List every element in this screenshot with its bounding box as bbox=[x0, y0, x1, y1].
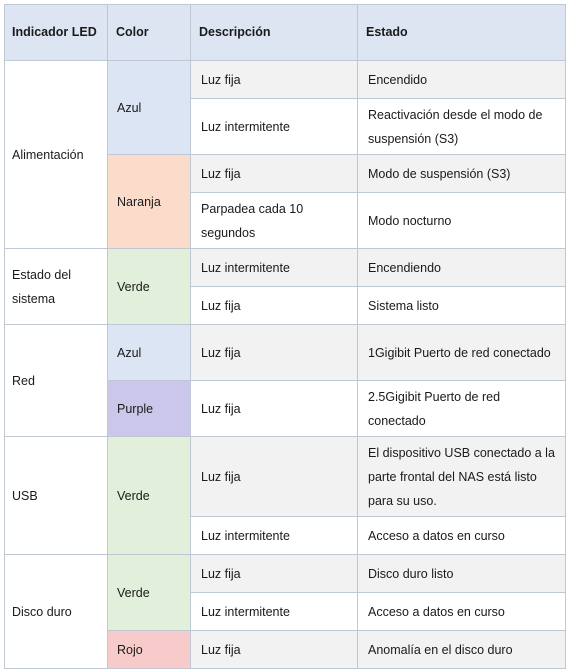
description-cell: Luz fija bbox=[191, 325, 358, 381]
status-cell: 2.5Gigibit Puerto de red conectado bbox=[358, 381, 566, 437]
table-row bbox=[5, 249, 566, 287]
indicator-cell-network: Red bbox=[5, 325, 108, 437]
status-cell: Modo de suspensión (S3) bbox=[358, 155, 566, 193]
color-cell: Purple bbox=[108, 381, 191, 437]
status-cell: El dispositivo USB conectado a la parte frontal del NAS está listo para su uso. bbox=[358, 437, 566, 517]
color-cell: Verde bbox=[108, 249, 191, 325]
description-cell: Luz intermitente bbox=[191, 593, 358, 631]
status-cell: Encendiendo bbox=[358, 249, 566, 287]
color-cell: Naranja bbox=[108, 155, 191, 249]
color-cell: Verde bbox=[108, 437, 191, 555]
description-cell: Luz intermitente bbox=[191, 517, 358, 555]
color-cell: Verde bbox=[108, 555, 191, 631]
table-row bbox=[5, 325, 566, 381]
description-cell: Luz fija bbox=[191, 155, 358, 193]
description-cell: Luz fija bbox=[191, 287, 358, 325]
status-cell: 1Gigibit Puerto de red conectado bbox=[358, 325, 566, 381]
indicator-cell-usb: USB bbox=[5, 437, 108, 555]
indicator-cell-power: Alimentación bbox=[5, 61, 108, 249]
table-row bbox=[5, 61, 566, 99]
description-cell: Luz intermitente bbox=[191, 249, 358, 287]
header-description: Descripción bbox=[191, 5, 358, 61]
status-cell: Reactivación desde el modo de suspensión (S3) bbox=[358, 99, 566, 155]
table-header-row bbox=[5, 5, 566, 61]
header-status: Estado bbox=[358, 5, 566, 61]
indicator-cell-system: Estado del sistema bbox=[5, 249, 108, 325]
status-cell: Anomalía en el disco duro bbox=[358, 631, 566, 669]
status-cell: Acceso a datos en curso bbox=[358, 593, 566, 631]
color-cell: Azul bbox=[108, 325, 191, 381]
header-indicator: Indicador LED bbox=[5, 5, 108, 61]
description-cell: Luz fija bbox=[191, 437, 358, 517]
status-cell: Modo nocturno bbox=[358, 193, 566, 249]
color-cell: Azul bbox=[108, 61, 191, 155]
status-cell: Acceso a datos en curso bbox=[358, 517, 566, 555]
table-row bbox=[5, 555, 566, 593]
color-cell: Rojo bbox=[108, 631, 191, 669]
status-cell: Sistema listo bbox=[358, 287, 566, 325]
header-color: Color bbox=[108, 5, 191, 61]
description-cell: Luz intermitente bbox=[191, 99, 358, 155]
description-cell: Parpadea cada 10 segundos bbox=[191, 193, 358, 249]
indicator-cell-disk: Disco duro bbox=[5, 555, 108, 669]
status-cell: Disco duro listo bbox=[358, 555, 566, 593]
description-cell: Luz fija bbox=[191, 61, 358, 99]
description-cell: Luz fija bbox=[191, 381, 358, 437]
status-cell: Encendido bbox=[358, 61, 566, 99]
table-row bbox=[5, 437, 566, 517]
description-cell: Luz fija bbox=[191, 631, 358, 669]
description-cell: Luz fija bbox=[191, 555, 358, 593]
led-status-table bbox=[4, 4, 566, 669]
